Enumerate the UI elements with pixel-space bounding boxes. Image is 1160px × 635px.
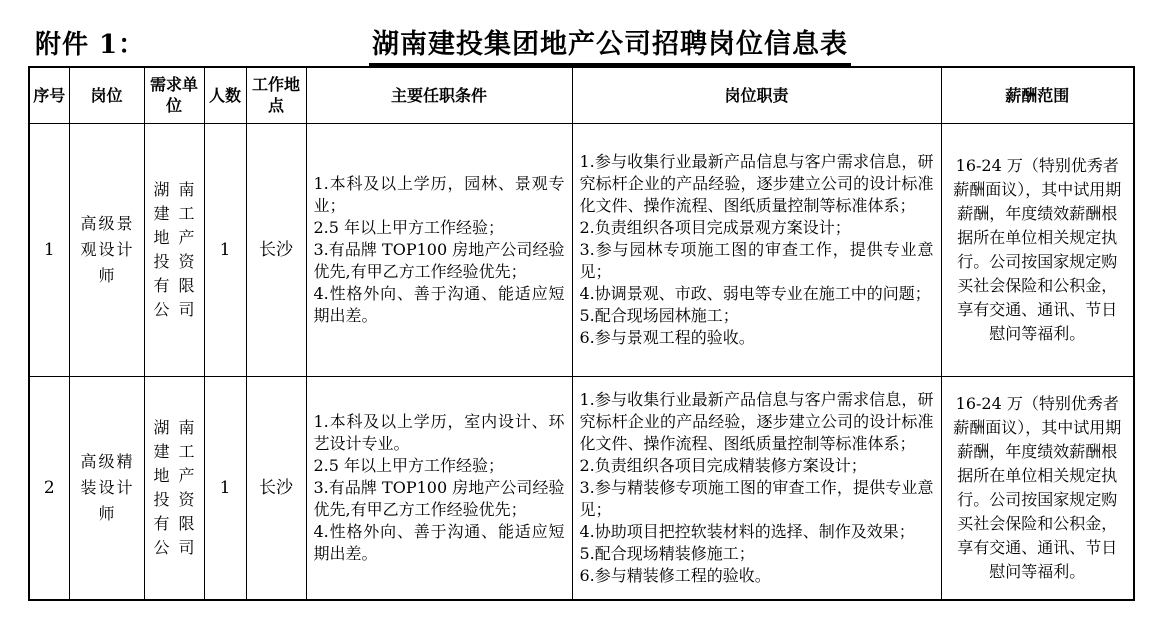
duty-item: 4.协调景观、市政、弱电等专业在施工中的问题； <box>579 283 931 303</box>
requirement-item: 3.有品牌 TOP100 房地产公司经验优先,有甲乙方工作经验优先； <box>313 239 565 281</box>
table-row-1 <box>29 123 1134 376</box>
table-header-row <box>29 67 1134 123</box>
cell-duties <box>572 376 941 600</box>
duty-item: 1.参与收集行业最新产品信息与客户需求信息，研究标杆企业的产品经验，逐步建立公司的设计标准化文件、操作流程、图纸质量控制等标准体系； <box>579 389 934 453</box>
title-wrap <box>300 22 920 68</box>
col-header-duties: 岗位职责 <box>572 67 941 123</box>
cell-salary: 16-24 万（特别优秀者薪酬面议），其中试用期薪酬，年度绩效薪酬根据所在单位相关规定执行。公司按国家规定购买社会保险和公积金，享有交通、通讯、节日慰问等福利。 <box>941 123 1134 376</box>
document-title: 湖南建投集团地产公司招聘岗位信息表 <box>369 22 851 68</box>
col-header-position: 岗位 <box>69 67 144 123</box>
cell-duties <box>572 123 941 376</box>
requirement-item: 4.性格外向、善于沟通、能适应短期出差。 <box>313 521 565 563</box>
duty-item: 3.参与园林专项施工图的审查工作，提供专业意见； <box>579 239 934 281</box>
cell-count: 1 <box>204 123 246 376</box>
document-header <box>0 0 1160 66</box>
col-header-requirements: 主要任职条件 <box>306 67 572 123</box>
cell-position: 高级精装设计师 <box>69 376 144 600</box>
cell-seq: 1 <box>29 123 69 376</box>
duty-item: 4.协助项目把控软装材料的选择、制作及效果； <box>579 521 915 541</box>
cell-unit: 湖南建工地产投资有限公司 <box>144 123 204 376</box>
table-row-2 <box>29 376 1134 600</box>
cell-unit: 湖南建工地产投资有限公司 <box>144 376 204 600</box>
duty-item: 1.参与收集行业最新产品信息与客户需求信息，研究标杆企业的产品经验，逐步建立公司的设计标准化文件、操作流程、图纸质量控制等标准体系； <box>579 151 934 215</box>
cell-requirements <box>306 123 572 376</box>
duty-item: 6.参与景观工程的验收。 <box>579 327 755 347</box>
requirement-item: 4.性格外向、善于沟通、能适应短期出差。 <box>313 283 565 325</box>
cell-requirements <box>306 376 572 600</box>
cell-position: 高级景观设计师 <box>69 123 144 376</box>
requirement-item: 2.5 年以上甲方工作经验； <box>313 217 505 237</box>
col-header-count: 人数 <box>204 67 246 123</box>
cell-salary: 16-24 万（特别优秀者薪酬面议），其中试用期薪酬，年度绩效薪酬根据所在单位相关规定执行。公司按国家规定购买社会保险和公积金，享有交通、通讯、节日慰问等福利。 <box>941 376 1134 600</box>
cell-count: 1 <box>204 376 246 600</box>
duty-item: 2.负责组织各项目完成景观方案设计； <box>579 217 851 237</box>
duty-item: 5.配合现场精装修施工； <box>579 543 755 563</box>
requirement-item: 1.本科及以上学历，室内设计、环艺设计专业。 <box>313 411 565 453</box>
col-header-unit: 需求单位 <box>144 67 204 123</box>
cell-location: 长沙 <box>246 123 306 376</box>
requirement-item: 1.本科及以上学历，园林、景观专业； <box>313 173 565 215</box>
duty-item: 5.配合现场园林施工； <box>579 305 739 325</box>
col-header-location: 工作地点 <box>246 67 306 123</box>
requirement-item: 2.5 年以上甲方工作经验； <box>313 455 505 475</box>
requirement-item: 3.有品牌 TOP100 房地产公司经验优先,有甲乙方工作经验优先； <box>313 477 565 519</box>
attachment-label: 附件 1： <box>35 30 146 60</box>
col-header-salary: 薪酬范围 <box>941 67 1134 123</box>
cell-seq: 2 <box>29 376 69 600</box>
duty-item: 3.参与精装修专项施工图的审查工作，提供专业意见； <box>579 477 934 519</box>
duty-item: 2.负责组织各项目完成精装修方案设计； <box>579 455 867 475</box>
duty-item: 6.参与精装修工程的验收。 <box>579 565 771 585</box>
cell-location: 长沙 <box>246 376 306 600</box>
job-positions-table <box>28 66 1135 601</box>
col-header-seq: 序号 <box>29 67 69 123</box>
